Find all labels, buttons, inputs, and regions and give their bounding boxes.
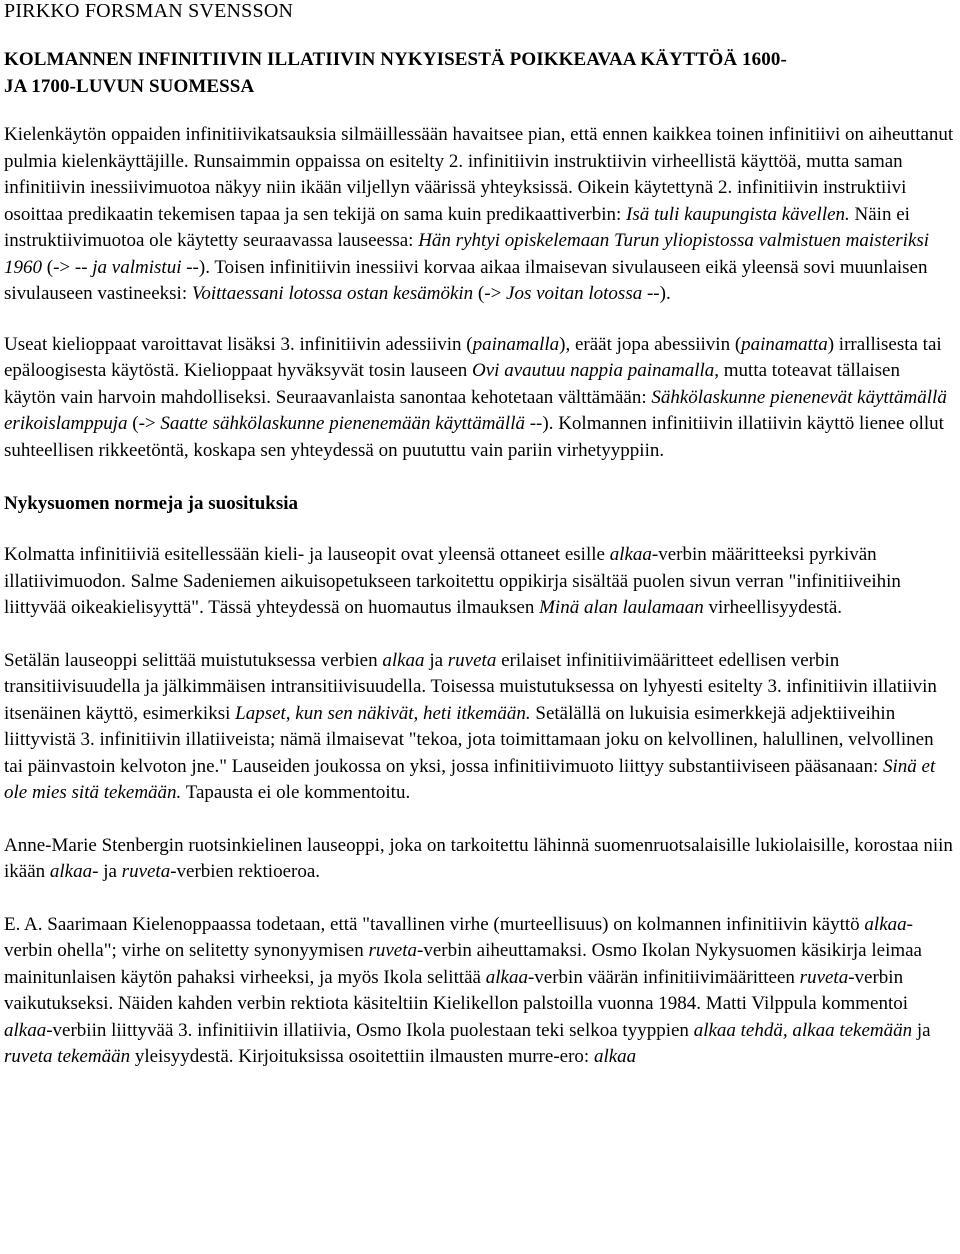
paragraph-text: erilaiset infinitiivimääritteet edellisen verbin transitiivisuudella ja jälkimmäisen intransitiivisuudella. Toisessa muistutuksessa on lyhyesti esitelty 3. infinitiivin illatiivin itsenäinen käyttö, esimerkiksi xyxy=(4,649,937,724)
paragraph-text: --). xyxy=(642,283,671,304)
italic-example-text: Hän ryhtyi opiskelemaan Turun yliopistossa valmistuen maisteriksi 1960 xyxy=(4,230,930,278)
italic-example-text: alkaa xyxy=(593,1046,637,1067)
paragraph-text: yleisyydestä. Kirjoituksissa osoitettiin ilmausten murre-ero: xyxy=(130,1046,594,1067)
paragraph-text: Useat kielioppaat varoittavat lisäksi 3. infinitiivin adessiivin ( xyxy=(4,333,473,355)
paragraph-text: -verbiin liittyvää 3. infinitiivin illatiivia, Osmo Ikola puolestaan teki selkoa tyyppien xyxy=(46,1019,694,1041)
paragraph-6 xyxy=(4,912,956,1071)
italic-example-text: alkaa tehdä, alkaa tekemään xyxy=(693,1019,913,1041)
paragraph-text: ), eräät jopa abessiivin ( xyxy=(559,333,742,355)
paragraph-text: Setälällä on lukuisia esimerkkejä adjektiiveihin liittyvistä 3. infinitiivin illatiiveista; nämä ilmaisevat "tekoa, jota toimittamaan joku on kelvollinen, halullinen, velvollinen tai päinvastoin kelvoton jne." Lauseiden joukossa on yksi, jossa infinitiivimuoto liittyy substantiiviseen pääsanaan: xyxy=(4,702,934,777)
article-title xyxy=(4,46,956,100)
paragraph-text: ) irrallisesta tai epäloogisesta käytöstä. Kielioppaat hyväksyvät tosin lauseen xyxy=(4,333,942,381)
paragraph-text: Kielenkäytön oppaiden infinitiivikatsauksia silmäillessään havaitsee pian, että ennen kaikkea toinen infinitiivi on aiheuttanut pulmia kielenkäyttäjille. Runsaimmin oppaissa on esitelty 2. infinitiivin instruktiivin virheellistä käyttöä, mutta saman infinitiivin inessiivimuotoa näkyy niin ikään viljellyn väärissä yhteyksissä. Oikein käytettynä 2. infinitiivin instruktiivi osoittaa predikaatin tekemisen tapaa ja sen tekijä on sama kuin predikaattiverbin: xyxy=(4,124,954,225)
italic-example-text: alkaa xyxy=(609,544,652,565)
italic-example-text: Voittaessani lotossa ostan kesämökin xyxy=(191,283,474,304)
paragraph-text: ja xyxy=(912,1019,931,1041)
paragraph-text: Setälän lauseoppi selittää muistutuksessa verbien xyxy=(4,649,383,671)
paragraph-text: , mutta toteavat tällaisen käytön vain harvoin mahdolliseksi. Seuraavanlaista sanontaa kehotetaan välttämään: xyxy=(4,360,900,408)
paragraph-text: --). Kolmannen infinitiivin illatiivin käyttö lienee ollut suhteellisen rikkeetöntä, koskapa sen yhteydessä on puututtu vain pariin virhetyyppiin. xyxy=(4,413,944,461)
italic-example-text: alkaa xyxy=(382,649,425,671)
paragraph-text: -verbin vaikutukseksi. Näiden kahden verbin rektiota käsiteltiin Kielikellon palstoilla vuonna 1984. Matti Vilppula kommentoi xyxy=(4,966,909,1014)
paragraph-text: (-> xyxy=(127,413,161,434)
italic-example-text: ruveta xyxy=(368,940,418,961)
paragraph-text: (-> xyxy=(473,283,507,304)
paragraph-4 xyxy=(4,648,956,807)
italic-example-text: Isä tuli kaupungista kävellen. xyxy=(626,203,850,225)
italic-example-text: alkaa xyxy=(864,913,907,935)
italic-example-text: ja valmistui xyxy=(92,256,182,278)
italic-example-text: Sähkölaskunne pienenevät käyttämällä erikoislamppuja xyxy=(4,386,947,434)
italic-example-text: Jos voitan lotossa xyxy=(506,283,643,304)
paragraph-text: virheellisyydestä. xyxy=(703,597,843,618)
paragraph-text: -verbin ohella"; virhe on selitetty synonyymisen xyxy=(4,913,913,961)
article-title-line-2: JA 1700-LUVUN SUOMESSA xyxy=(4,76,255,97)
section-heading: Nykysuomen normeja ja suosituksia xyxy=(4,493,299,514)
paragraph-text: Kolmatta infinitiiviä esitellessään kieli- ja lauseopit ovat yleensä ottaneet esille xyxy=(4,544,610,565)
italic-example-text: alkaa xyxy=(49,861,93,882)
paragraph-3 xyxy=(4,542,956,622)
italic-example-text: alkaa xyxy=(485,966,528,988)
paragraph-text: -verbin väärän infinitiivimääritteen xyxy=(527,966,800,988)
paragraph-text: -verbin aiheuttamaksi. Osmo Ikolan Nykysuomen käsikirja leimaa mainitunlaisen käytön pahaksi virheeksi, ja myös Ikola selittää xyxy=(4,940,922,988)
italic-example-text: Minä alan laulamaan xyxy=(539,597,704,618)
paragraph-5 xyxy=(4,833,956,886)
italic-example-text: ruveta tekemään xyxy=(4,1046,131,1067)
italic-example-text: painamalla xyxy=(472,333,560,355)
paragraph-text: Tapausta ei ole kommentoitu. xyxy=(181,782,411,803)
paragraph-text: Anne-Marie Stenbergin ruotsinkielinen lauseoppi, joka on tarkoitettu lähinnä suomenruotsalaisille lukiolaisille, korostaa niin ikään xyxy=(4,834,953,882)
paragraph-text: -verbin määritteeksi pyrkivän illatiivimuodon. Salme Sadeniemen aikuisopetukseen tarkoitettu oppikirja sisältää puolen sivun verran "infinitiiveihin liittyvää oikeakielisyyttä". Tässä yhteydessä on huomautus ilmauksen xyxy=(4,544,901,618)
italic-example-text: Lapset, kun sen näkivät, heti itkemään. xyxy=(235,702,531,724)
paragraph-text: E. A. Saarimaan Kielenoppaassa todetaan, että "tavallinen virhe (murteellisuus) on kolmannen infinitiivin käyttö xyxy=(4,913,865,935)
italic-example-text: ruveta xyxy=(447,649,497,671)
italic-example-text: Sinä et ole mies sitä tekemään. xyxy=(4,755,936,803)
italic-example-text: painamatta xyxy=(741,333,828,355)
paragraph-text: -verbien rektioeroa. xyxy=(170,861,321,882)
italic-example-text: Saatte sähkölaskunne pienenemään käyttämällä xyxy=(160,413,525,434)
italic-example-text: ruveta xyxy=(121,861,171,882)
paragraph-text: --). Toisen infinitiivin inessiivi korvaa aikaa ilmaisevan sivulauseen eikä yleensä sovi muunlaisen sivulauseen vastineeksi: xyxy=(4,256,928,304)
paragraph-text: Näin ei instruktiivimuotoa ole käytetty seuraavassa lauseessa: xyxy=(4,203,910,251)
italic-example-text: alkaa xyxy=(4,1019,47,1041)
paragraph-text: - ja xyxy=(92,861,122,882)
paragraph-text: ja xyxy=(424,649,448,671)
italic-example-text: Ovi avautuu nappia painamalla xyxy=(472,360,715,381)
paragraph-2 xyxy=(4,332,956,465)
article-title-line-1: KOLMANNEN INFINITIIVIN ILLATIIVIN NYKYISESTÄ POIKKEAVAA KÄYTTÖÄ 1600- xyxy=(4,49,787,70)
italic-example-text: ruveta xyxy=(799,966,849,988)
paragraph-text: (-> -- xyxy=(42,256,93,278)
author-name: PIRKKO FORSMAN SVENSSON xyxy=(4,0,294,22)
paragraph-1 xyxy=(4,122,956,308)
